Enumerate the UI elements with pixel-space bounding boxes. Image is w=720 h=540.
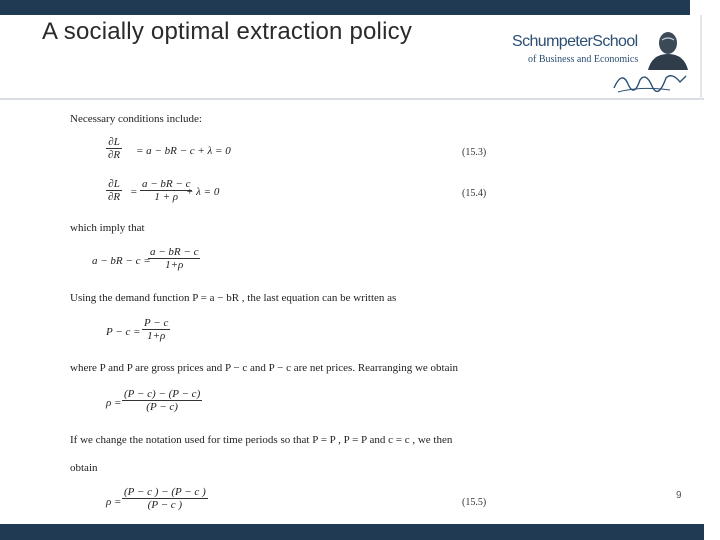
eq154-tail: + λ = 0 [186, 186, 220, 198]
signature-icon [610, 66, 690, 96]
demand-function-text: Using the demand function P = a − bR , the last equation can be written as [70, 292, 397, 304]
eq-rho-lhs: ρ = [106, 397, 122, 409]
header-side-divider [700, 15, 702, 100]
portrait-icon [638, 26, 698, 70]
eq155-lhs: ρ = [106, 496, 122, 508]
eq154-number: (15.4) [462, 188, 487, 199]
change-notation-text: If we change the notation used for time periods so that P = P , P = P and c = c , we then [70, 434, 453, 446]
eq155-den: (P − c ) [147, 499, 183, 511]
bottom-bar [0, 524, 704, 540]
logo-name: SchumpeterSchool [512, 33, 638, 50]
page-number: 9 [676, 490, 682, 501]
eq-rho-frac [122, 388, 202, 413]
where-text: where P and P are gross prices and P − c and P − c are net prices. Rearranging we obtain [70, 362, 459, 374]
eq153-number: (15.3) [462, 147, 487, 158]
eq154-rhs-den: 1 + ρ [154, 191, 179, 203]
eq155-frac [122, 486, 208, 511]
eq-rho-num: (P − c) − (P − c) [124, 388, 201, 400]
eq-price-num: P − c [144, 317, 169, 329]
logo-subtitle: of Business and Economics [528, 54, 639, 65]
which-imply-text: which imply that [70, 222, 145, 234]
eq154-lhs-den: ∂R [108, 191, 121, 203]
eq-imply-frac [148, 246, 200, 271]
eq155-number: (15.5) [462, 497, 487, 508]
eq154-lhs-num: ∂L [106, 178, 122, 191]
eq153-lhs-num: ∂L [106, 136, 122, 149]
eq-rho-den: (P − c) [146, 401, 178, 413]
eq-price-lhs: P − c = [106, 326, 141, 338]
necessary-conditions-text: Necessary conditions include: [70, 113, 202, 125]
eq154-rhs [140, 178, 192, 203]
top-bar [0, 0, 690, 15]
eq154-rhs-num: a − bR − c [142, 178, 191, 190]
eq155-num: (P − c ) − (P − c ) [124, 486, 206, 498]
eq-price-den: 1+ρ [147, 330, 166, 342]
header-divider [0, 98, 704, 100]
eq-imply-num: a − bR − c [150, 246, 199, 258]
obtain-text: obtain [70, 462, 98, 474]
eq-imply-den: 1+ρ [165, 259, 184, 271]
top-bar-end [690, 0, 720, 15]
eq153-lhs [106, 136, 122, 161]
eq154-lhs [106, 178, 122, 203]
eq153-rhs: = a − bR − c + λ = 0 [136, 145, 231, 157]
slide-title: A socially optimal extraction policy [42, 18, 413, 45]
eq-imply-lhs: a − bR − c = [92, 255, 151, 267]
eq153-lhs-den: ∂R [108, 149, 121, 161]
eq-price-frac [142, 317, 170, 342]
